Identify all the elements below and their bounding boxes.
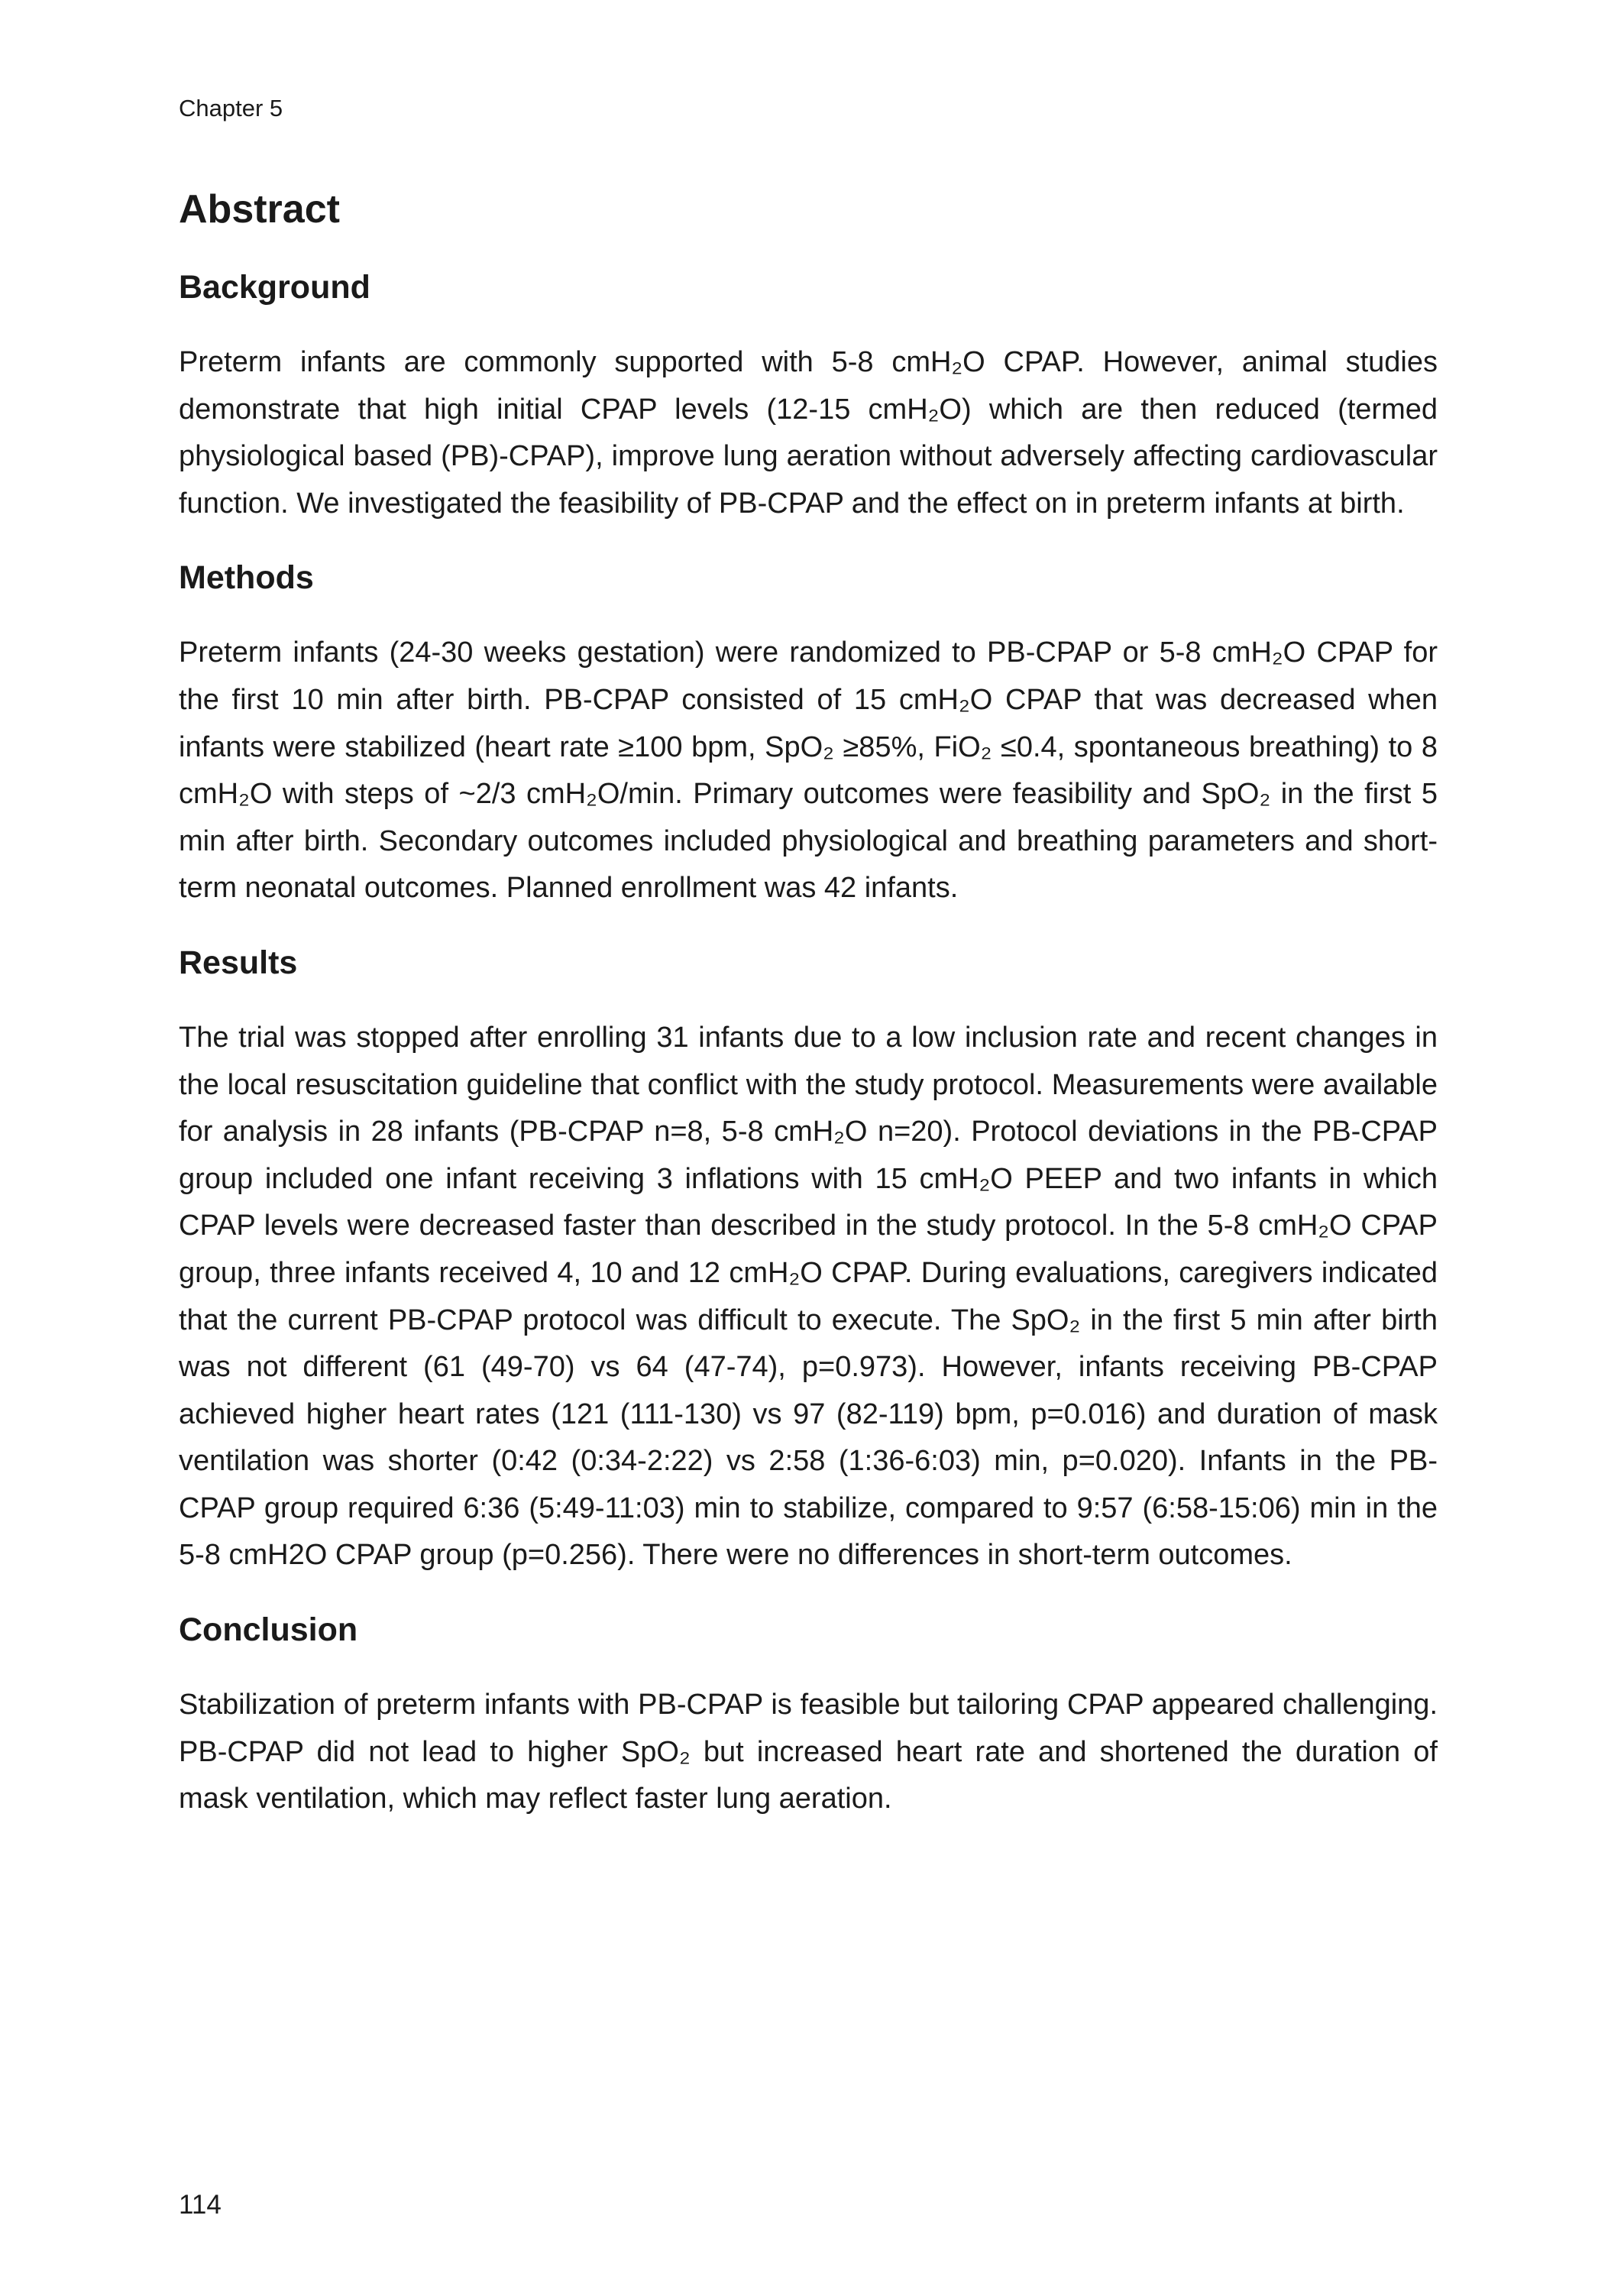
conclusion-section xyxy=(179,1608,1438,1823)
abstract-title: Abstract xyxy=(179,187,340,232)
methods-heading: Methods xyxy=(179,559,314,597)
results-text: The trial was stopped after enrolling 31 infants due to a low inclusion rate and recent changes in the local resuscitation guideline that conflict with the study protocol. Measurements were available for analysis in 28 infants (PB-CPAP n=8, 5-8 cmH₂O n=20). Protocol deviations in the PB-CPAP group included one infant receiving 3 inflations with 15 cmH₂O PEEP and two infants in which CPAP levels were decreased faster than described in the study protocol. In the 5-8 cmH₂O CPAP group, three infants received 4, 10 and 12 cmH₂O CPAP. During evaluations, caregivers indicated that the current PB-CPAP protocol was difficult to execute. The SpO₂ in the first 5 min after birth was not different (61 (49-70) vs 64 (47-74), p=0.973). However, infants receiving PB-CPAP achieved higher heart rates (121 (111-130) vs 97 (82-119) bpm, p=0.016) and duration of mask ventilation was shorter (0:42 (0:34-2:22) vs 2:58 (1:36-6:03) min, p=0.020). Infants in the PB-CPAP group required 6:36 (5:49-11:03) min to stabilize, compared to 9:57 (6:58-15:06) min in the 5-8 cmH2O CPAP group (p=0.256). There were no differences in short-term outcomes. xyxy=(179,1021,1438,1572)
abstract-content xyxy=(179,183,1438,1852)
background-section xyxy=(179,266,1438,527)
conclusion-heading: Conclusion xyxy=(179,1611,358,1649)
conclusion-text: Stabilization of preterm infants with PB-CPAP is feasible but tailoring CPAP appeared challenging. PB-CPAP did not lead to higher SpO₂ but increased heart rate and shortened the duration of mask ventilation, which may reflect faster lung aeration. xyxy=(179,1689,1438,1815)
page-number: 114 xyxy=(179,2190,222,2220)
running-header-chapter: Chapter 5 xyxy=(179,95,283,121)
methods-text: Preterm infants (24-30 weeks gestation) were randomized to PB-CPAP or 5-8 cmH₂O CPAP for the first 10 min after birth. PB-CPAP consisted of 15 cmH₂O CPAP that was decreased when infants were stabilized (heart rate ≥100 bpm, SpO₂ ≥85%, FiO₂ ≤0.4, spontaneous breathing) to 8 cmH₂O with steps of ~2/3 cmH₂O/min. Primary outcomes were feasibility and SpO₂ in the first 5 min after birth. Secondary outcomes included physiological and breathing parameters and short-term neonatal outcomes. Planned enrollment was 42 infants. xyxy=(179,636,1438,905)
background-heading: Background xyxy=(179,269,370,306)
results-section xyxy=(179,941,1438,1579)
background-text: Preterm infants are commonly supported with 5-8 cmH₂O CPAP. However, animal studies demonstrate that high initial CPAP levels (12-15 cmH₂O) which are then reduced (termed physiological based (PB)-CPAP), improve lung aeration without adversely affecting cardiovascular function. We investigated the feasibility of PB-CPAP and the effect on in preterm infants at birth. xyxy=(179,346,1438,520)
methods-section xyxy=(179,556,1438,912)
results-heading: Results xyxy=(179,944,298,981)
